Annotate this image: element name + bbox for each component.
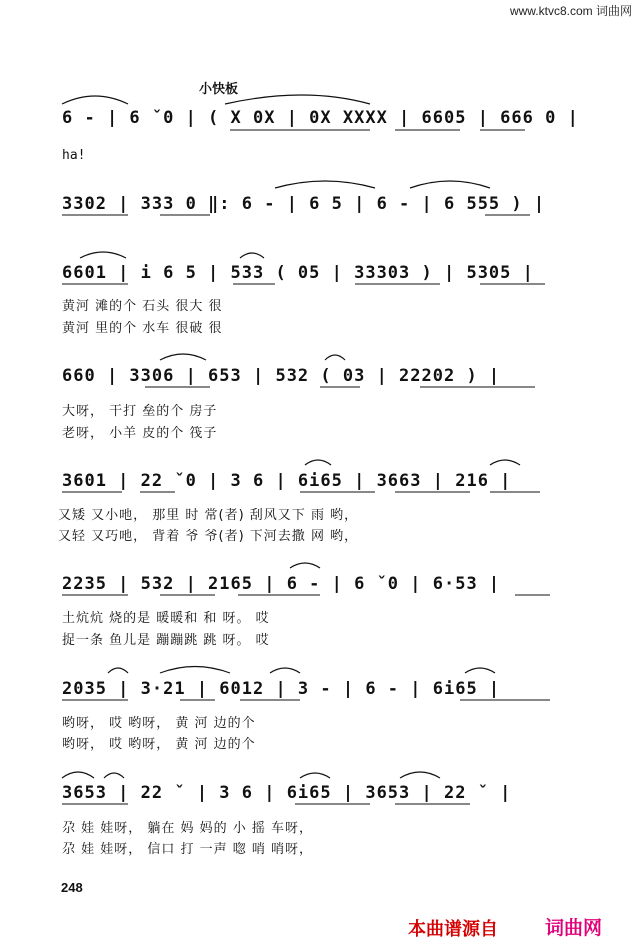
site-watermark: www.ktvc8.com 词曲网 [509,4,632,18]
score-line-4: 660 | 3306 | 653 | 532 ( 03 | 22202 ) | [62,366,501,386]
score-line-1: 6 - | 6 ˇ0 | ( X 0X | 0X XXXX | 6605 | 666 0 | [62,108,579,128]
slur-mark [240,253,264,258]
slur-mark [270,668,300,673]
score-line-3: 6601 | i 6 5 | 533 ( 05 | 33303 ) | 5305 | [62,263,534,283]
lyric-line-3b: 黄河 里的个 水车 很破 很 [62,321,223,336]
slur-mark [104,773,124,778]
lyric-ha: ha! [62,148,86,163]
slur-mark [465,668,495,673]
lyric-line-6b: 捉一条 鱼儿是 蹦蹦跳 跳 呀。 哎 [62,633,270,648]
lyric-line-5a: 又矮 又小吔， 那里 时 常(者) 刮风又下 雨 哟， [58,508,359,523]
slur-mark [400,772,440,778]
slur-mark [80,252,126,258]
slur-mark [305,460,331,465]
page-number: 248 [61,880,83,895]
footer-source-text: 本曲谱源自 [408,919,498,940]
lyric-line-7b: 哟呀， 哎 哟呀， 黄 河 边的个 [62,737,256,752]
slur-mark [160,667,230,674]
lyric-line-4a: 大呀， 干打 垒的个 房子 [62,404,218,419]
slur-mark [300,773,330,778]
score-line-2: 3302 | 333 0 ‖: 6 - | 6 5 | 6 - | 6 555 ) | [62,194,546,214]
score-line-7: 2035 | 3·21 | 6012 | 3 - | 6 - | 6i65 | [62,679,501,699]
lyric-line-8b: 尕 娃 娃呀， 信口 打 一声 唿 哨 哨呀， [62,842,314,857]
lyric-line-6a: 土炕炕 烧的是 暖暖和 和 呀。 哎 [62,611,270,626]
slur-mark [290,563,320,568]
footer-logo-text: 词曲网 [545,917,603,939]
lyric-line-5b: 又轻 又巧吔， 背着 爷 爷(者) 下河去撒 网 哟， [58,529,359,544]
slur-mark [325,355,345,360]
lyric-line-7a: 哟呀， 哎 哟呀， 黄 河 边的个 [62,716,256,731]
slur-mark [490,460,520,465]
slur-mark [108,668,128,673]
score-line-6: 2235 | 532 | 2165 | 6 - | 6 ˇ0 | 6·53 | [62,574,501,594]
slur-mark [225,95,370,104]
score-line-8: 3653 | 22 ˇ | 3 6 | 6i65 | 3653 | 22 ˇ | [62,783,512,803]
slur-mark [62,772,94,778]
lyric-line-3a: 黄河 滩的个 石头 很大 很 [62,299,223,314]
slur-mark [160,354,206,360]
score-line-5: 3601 | 22 ˇ0 | 3 6 | 6i65 | 3663 | 216 | [62,471,512,491]
lyric-line-4b: 老呀， 小羊 皮的个 筏子 [62,426,218,441]
tempo-marking: 小快板 [199,82,239,97]
lyric-line-8a: 尕 娃 娃呀， 躺在 妈 妈的 小 摇 车呀， [62,821,314,836]
slur-mark [410,181,490,188]
slur-mark [275,181,375,188]
slur-mark [62,96,128,104]
